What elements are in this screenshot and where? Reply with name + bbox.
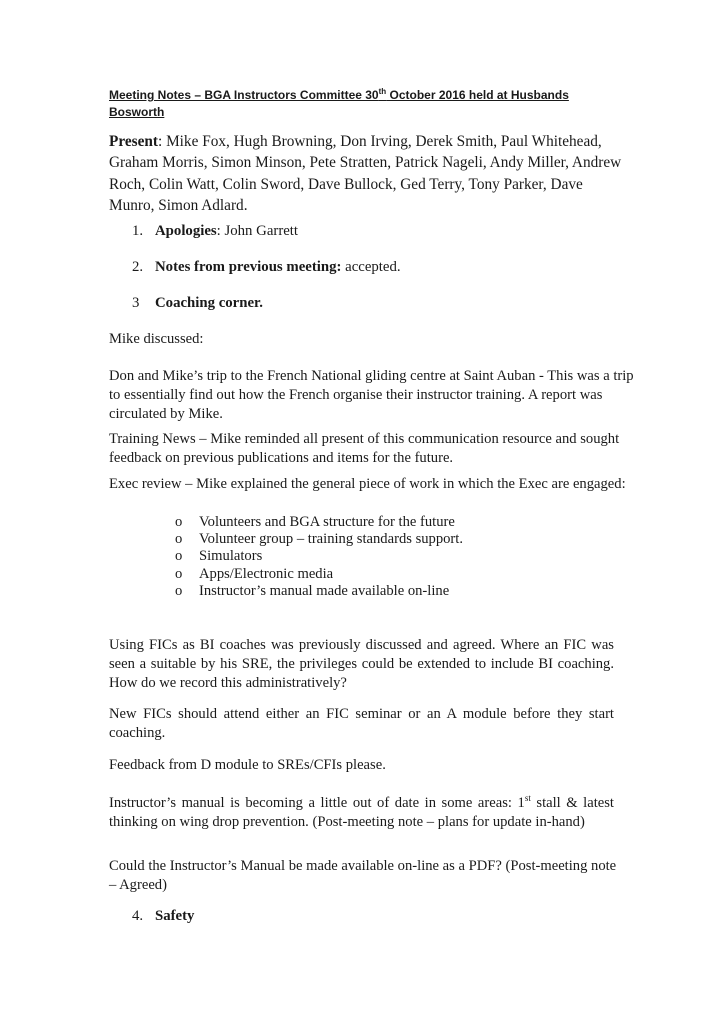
paragraph-feedback-d: Feedback from D module to SREs/CFIs please.: [109, 757, 386, 773]
item-number: 2.: [132, 259, 144, 275]
bullet-marker: o: [175, 548, 183, 565]
agenda-item-1: [132, 222, 298, 241]
list-item-text: Volunteer group – training standards support.: [199, 531, 463, 548]
item-title: Safety: [155, 908, 195, 924]
agenda-item-4: [132, 907, 194, 926]
bullet-marker: o: [175, 565, 183, 582]
paragraph-new-fics: New FICs should attend either an FIC seminar or an A module before they start coaching.: [109, 706, 614, 741]
list-item-text: Volunteers and BGA structure for the future: [199, 514, 455, 530]
manual-text-end: stall & latest thinking on wing drop prevention. (Post-meeting note – plans for update in-hand): [109, 794, 614, 830]
list-item: [175, 548, 463, 565]
item-title: Notes from previous meeting:: [155, 259, 342, 275]
paragraph-saint-auban: Don and Mike’s trip to the French National gliding centre at Saint Auban - This was a trip to essentially find out how the French organise their instructor training. A report was circulated by Mike.: [109, 368, 634, 422]
list-item: [175, 566, 463, 583]
bullet-marker: o: [175, 514, 183, 530]
manual-superscript: st: [524, 793, 531, 803]
paragraph-manual-update: [109, 789, 614, 832]
list-item-text: Apps/Electronic media: [199, 565, 334, 582]
paragraph-exec-review: Exec review – Mike explained the general piece of work in which the Exec are engaged:: [109, 476, 626, 492]
agenda-item-2: [132, 258, 401, 277]
agenda-item-3: [132, 294, 263, 313]
title-text: Meeting Notes – BGA Instructors Committee 30: [109, 88, 379, 102]
list-item-text: Simulators: [199, 548, 263, 565]
bullet-marker: o: [175, 531, 183, 548]
paragraph-manual-pdf: Could the Instructor’s Manual be made available on-line as a PDF? (Post-meeting note – Agreed): [109, 858, 617, 893]
list-item-text: Instructor’s manual made available on-line: [199, 582, 450, 599]
present-names: : Mike Fox, Hugh Browning, Don Irving, Derek Smith, Paul Whitehead, Graham Morris, Simon Minson, Pete Stratten, Patrick Nageli, Andy Miller, Andrew Roch, Colin Watt, Colin Sword, Dave Bullock, Ged Terry, Tony Parker, Dave Munro, Simon Adlard.: [109, 133, 622, 214]
paragraph-training-news: Training News – Mike reminded all present of this communication resource and sought feedback on previous publications and items for the future.: [109, 431, 620, 466]
mike-discussed: Mike discussed:: [109, 331, 204, 347]
title-superscript: th: [378, 87, 387, 96]
present-list: [109, 131, 629, 216]
bullet-marker: o: [175, 582, 183, 599]
item-text: : John Garrett: [216, 223, 299, 239]
present-label: Present: [109, 133, 158, 150]
item-number: 1.: [132, 223, 144, 239]
list-item: [175, 583, 463, 600]
item-title: Coaching corner.: [155, 295, 263, 311]
item-title: Apologies: [155, 223, 217, 239]
manual-text: Instructor’s manual is becoming a little out of date in some areas: 1: [109, 794, 525, 811]
title-text-end: October 2016 held at Husbands Bosworth: [109, 88, 569, 119]
paragraph-fics-bi: Using FICs as BI coaches was previously discussed and agreed. Where an FIC was seen a suitable by his SRE, the privileges could be extended to include BI coaching. How do we record this administratively?: [109, 637, 614, 691]
list-item: [175, 514, 463, 531]
document-title: [109, 87, 579, 121]
item-text: accepted.: [341, 259, 401, 275]
exec-review-list: [175, 514, 463, 600]
item-number: 4.: [132, 908, 144, 924]
item-number: 3: [132, 295, 140, 311]
list-item: [175, 531, 463, 548]
